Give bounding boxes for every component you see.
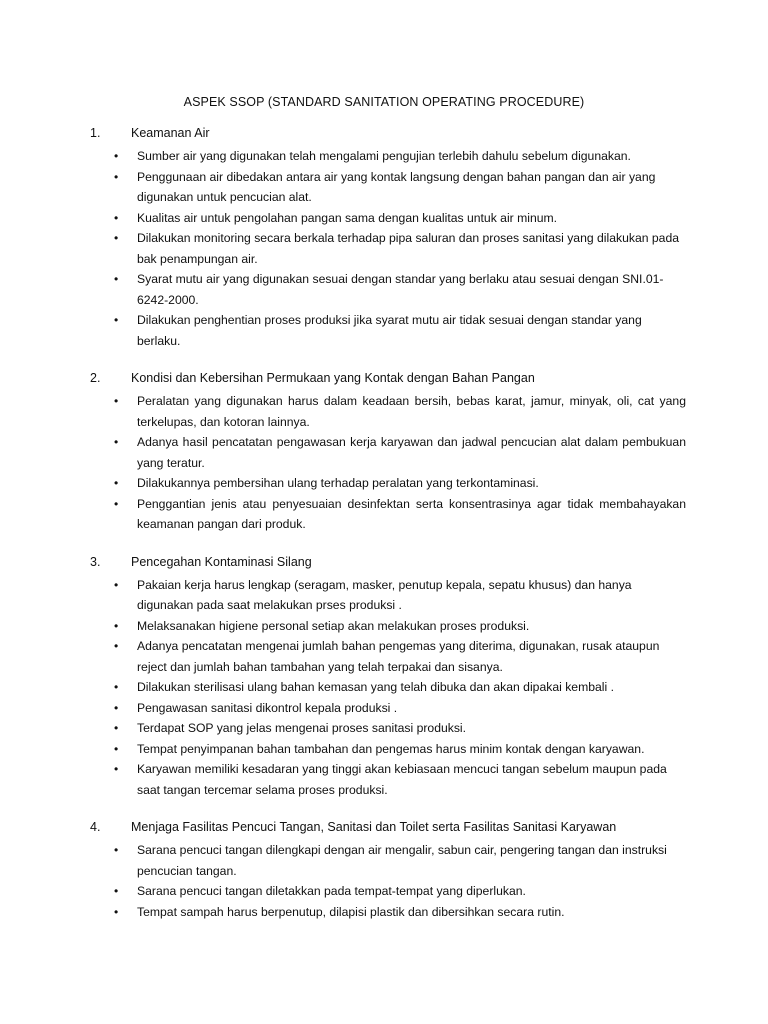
section-heading	[90, 370, 690, 386]
section-title: Pencegahan Kontaminasi Silang	[131, 554, 312, 569]
section-number: 2.	[90, 371, 101, 385]
section-4	[90, 819, 690, 922]
list-item	[90, 269, 690, 310]
list-item-text: Dilakukan penghentian proses produksi jika syarat mutu air tidak sesuai dengan standar yang berlaku.	[137, 313, 642, 348]
list-item	[90, 718, 690, 739]
list-item-text: Peralatan yang digunakan harus dalam keadaan bersih, bebas karat, jamur, minyak, oli, cat yang terkelupas, dan kotoran lainnya.	[137, 394, 686, 429]
list-item	[90, 739, 690, 760]
section-heading	[90, 125, 690, 141]
list-item-text: Tempat penyimpanan bahan tambahan dan pengemas harus minim kontak dengan karyawan.	[137, 741, 645, 756]
bullet-list	[90, 146, 690, 351]
bullet-icon: •	[114, 762, 119, 776]
list-item	[90, 146, 690, 167]
list-item	[90, 473, 690, 494]
section-1	[90, 125, 690, 351]
bullet-icon: •	[114, 721, 119, 735]
list-item	[90, 575, 690, 616]
bullet-icon: •	[114, 272, 119, 286]
list-item-text: Kualitas air untuk pengolahan pangan sama dengan kualitas untuk air minum.	[137, 210, 558, 225]
list-item	[90, 494, 690, 535]
bullet-icon: •	[114, 741, 119, 756]
list-item	[90, 677, 690, 698]
bullet-icon: •	[114, 496, 119, 511]
bullet-icon: •	[114, 680, 119, 694]
bullet-icon: •	[114, 618, 119, 633]
section-number: 1.	[90, 126, 101, 140]
document-title: ASPEK SSOP (STANDARD SANITATION OPERATING PROCEDURE)	[183, 95, 585, 109]
bullet-icon: •	[114, 843, 119, 857]
bullet-icon: •	[114, 169, 119, 184]
list-item	[90, 881, 690, 902]
bullet-icon: •	[114, 435, 119, 449]
section-title: Menjaga Fasilitas Pencuci Tangan, Sanitasi dan Toilet serta Fasilitas Sanitasi Karyawan	[131, 820, 617, 834]
list-item-text: Sarana pencuci tangan diletakkan pada tempat-tempat yang diperlukan.	[137, 884, 526, 898]
bullet-icon: •	[114, 476, 119, 490]
list-item-text: Dilakukan monitoring secara berkala terhadap pipa saluran dan proses sanitasi yang dilakukan pada bak penampungan air.	[137, 231, 680, 266]
bullet-icon: •	[114, 231, 119, 245]
list-item-text: Tempat sampah harus berpenutup, dilapisi plastik dan dibersihkan secara rutin.	[137, 904, 565, 919]
section-2	[90, 370, 690, 535]
section-number: 3.	[90, 554, 101, 569]
list-item	[90, 636, 690, 677]
bullet-icon: •	[114, 639, 119, 653]
list-item	[90, 759, 690, 800]
list-item-text: Pakaian kerja harus lengkap (seragam, masker, penutup kepala, sepatu khusus) dan hanya digunakan pada saat melakukan prses produksi .	[137, 577, 632, 612]
bullet-icon: •	[114, 884, 119, 898]
bullet-icon: •	[114, 394, 119, 408]
bullet-list	[90, 575, 690, 801]
list-item	[90, 228, 690, 269]
list-item-text: Syarat mutu air yang digunakan sesuai dengan standar yang berlaku atau sesuai dengan SNI.01-6242-2000.	[137, 272, 664, 307]
section-3	[90, 554, 690, 801]
list-item-text: Adanya hasil pencatatan pengawasan kerja karyawan dan jadwal pencucian alat dalam pembukuan yang teratur.	[137, 435, 686, 470]
list-item	[90, 902, 690, 923]
list-item-text: Karyawan memiliki kesadaran yang tinggi akan kebiasaan mencuci tangan sebelum maupun pada saat tangan tercemar selama proses produksi.	[137, 762, 667, 797]
bullet-icon: •	[114, 149, 119, 163]
list-item-text: Pengawasan sanitasi dikontrol kepala produksi .	[137, 700, 398, 715]
section-number: 4.	[90, 820, 101, 834]
list-item-text: Melaksanakan higiene personal setiap akan melakukan proses produksi.	[137, 618, 530, 633]
list-item-text: Dilakukan sterilisasi ulang bahan kemasan yang telah dibuka dan akan dipakai kembali .	[137, 680, 614, 694]
bullet-icon: •	[114, 700, 119, 715]
list-item-text: Dilakukannya pembersihan ulang terhadap peralatan yang terkontaminasi.	[137, 476, 539, 490]
list-item	[90, 391, 690, 432]
list-item	[90, 167, 690, 208]
section-heading	[90, 554, 690, 570]
list-item	[90, 432, 690, 473]
list-item	[90, 310, 690, 351]
bullet-icon: •	[114, 313, 119, 327]
bullet-list	[90, 840, 690, 922]
section-title: Kondisi dan Kebersihan Permukaan yang Kontak dengan Bahan Pangan	[131, 371, 535, 385]
bullet-icon: •	[114, 577, 119, 592]
list-item-text: Adanya pencatatan mengenai jumlah bahan pengemas yang diterima, digunakan, rusak ataupun reject dan jumlah bahan tambahan yang telah terpakai dan sisanya.	[137, 639, 660, 674]
list-item-text: Sarana pencuci tangan dilengkapi dengan air mengalir, sabun cair, pengering tangan dan instruksi pencucian tangan.	[137, 843, 667, 878]
list-item-text: Penggunaan air dibedakan antara air yang kontak langsung dengan bahan pangan dan air yang digunakan untuk pencucian alat.	[137, 169, 656, 204]
sections-container	[90, 125, 690, 941]
list-item	[90, 616, 690, 637]
list-item	[90, 208, 690, 229]
list-item-text: Terdapat SOP yang jelas mengenai proses sanitasi produksi.	[137, 721, 467, 735]
section-heading	[90, 819, 690, 835]
bullet-list	[90, 391, 690, 535]
section-title: Keamanan Air	[131, 126, 210, 140]
list-item	[90, 698, 690, 719]
list-item	[90, 840, 690, 881]
bullet-icon: •	[114, 210, 119, 225]
bullet-icon: •	[114, 904, 119, 919]
list-item-text: Sumber air yang digunakan telah mengalami pengujian terlebih dahulu sebelum digunakan.	[137, 149, 631, 163]
list-item-text: Penggantian jenis atau penyesuaian desinfektan serta konsentrasinya agar tidak membahayakan keamanan pangan dari produk.	[137, 496, 686, 531]
